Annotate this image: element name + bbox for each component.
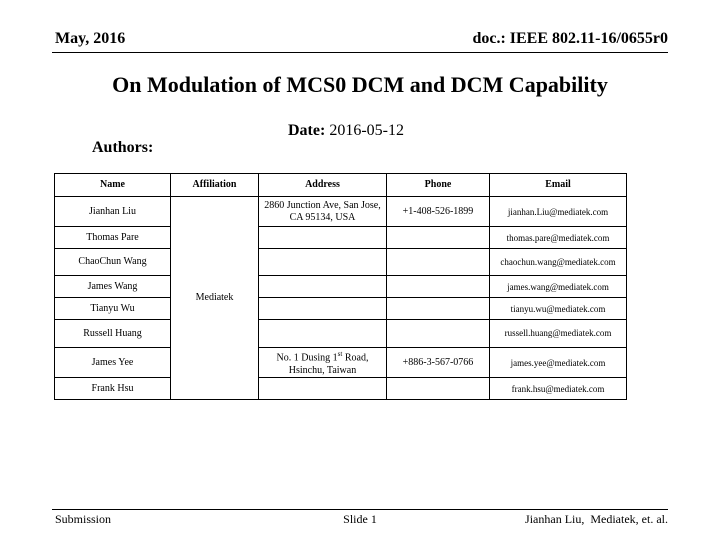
author-address: [259, 320, 387, 348]
table-header-row: [55, 174, 627, 197]
date-label: Date:: [288, 122, 326, 139]
author-name: Russell Huang: [55, 320, 171, 348]
column-header-affiliation: Affiliation: [171, 174, 259, 197]
author-name: Tianyu Wu: [55, 298, 171, 320]
author-phone: [387, 276, 490, 298]
table-row: [55, 249, 627, 276]
author-address: [259, 298, 387, 320]
author-name: Frank Hsu: [55, 378, 171, 400]
footer-divider: [52, 509, 668, 510]
author-address: [259, 378, 387, 400]
date-value: 2016-05-12: [329, 122, 404, 139]
author-phone: [387, 378, 490, 400]
header-doc-id: doc.: IEEE 802.11-16/0655r0: [472, 30, 668, 47]
author-phone: [387, 320, 490, 348]
address-text: Road, Hsinchu, Taiwan: [288, 352, 369, 376]
author-email: thomas.pare@mediatek.com: [490, 227, 627, 249]
footer-authors: Jianhan Liu, Mediatek, et. al.: [525, 512, 668, 526]
table-row: [55, 197, 627, 227]
author-phone: [387, 249, 490, 276]
header-divider: [52, 52, 668, 53]
author-phone: +1-408-526-1899: [387, 197, 490, 227]
column-header-name: Name: [55, 174, 171, 197]
author-email: tianyu.wu@mediatek.com: [490, 298, 627, 320]
author-phone: [387, 227, 490, 249]
author-affiliation: Mediatek: [171, 197, 259, 400]
author-email: jianhan.Liu@mediatek.com: [490, 197, 627, 227]
footer-slide-number: Slide 1: [343, 512, 377, 526]
author-phone: +886-3-567-0766: [387, 348, 490, 378]
column-header-phone: Phone: [387, 174, 490, 197]
author-address: [259, 249, 387, 276]
table-row: [55, 227, 627, 249]
author-name: ChaoChun Wang: [55, 249, 171, 276]
author-email: russell.huang@mediatek.com: [490, 320, 627, 348]
table-row: [55, 276, 627, 298]
header-date: May, 2016: [55, 30, 126, 47]
author-name: Thomas Pare: [55, 227, 171, 249]
author-email: james.wang@mediatek.com: [490, 276, 627, 298]
column-header-address: Address: [259, 174, 387, 197]
author-email: frank.hsu@mediatek.com: [490, 378, 627, 400]
author-phone: [387, 298, 490, 320]
authors-table: [54, 173, 627, 400]
table-row: [55, 320, 627, 348]
table-row: [55, 348, 627, 378]
author-address: 2860 Junction Ave, San Jose, CA 95134, USA: [259, 197, 387, 227]
author-address: [259, 276, 387, 298]
author-name: James Yee: [55, 348, 171, 378]
author-name: James Wang: [55, 276, 171, 298]
author-address: [259, 227, 387, 249]
date-line: [288, 122, 404, 140]
slide-title: On Modulation of MCS0 DCM and DCM Capability: [112, 72, 608, 97]
table-row: [55, 378, 627, 400]
column-header-email: Email: [490, 174, 627, 197]
authors-heading: Authors:: [92, 139, 154, 156]
author-email: chaochun.wang@mediatek.com: [490, 249, 627, 276]
address-text: No. 1 Dusing 1: [276, 352, 338, 364]
author-name: Jianhan Liu: [55, 197, 171, 227]
author-email: james.yee@mediatek.com: [490, 348, 627, 378]
footer-submission: Submission: [55, 512, 112, 526]
ordinal-suffix: st: [337, 350, 343, 359]
table-row: [55, 298, 627, 320]
author-address: [259, 348, 387, 378]
